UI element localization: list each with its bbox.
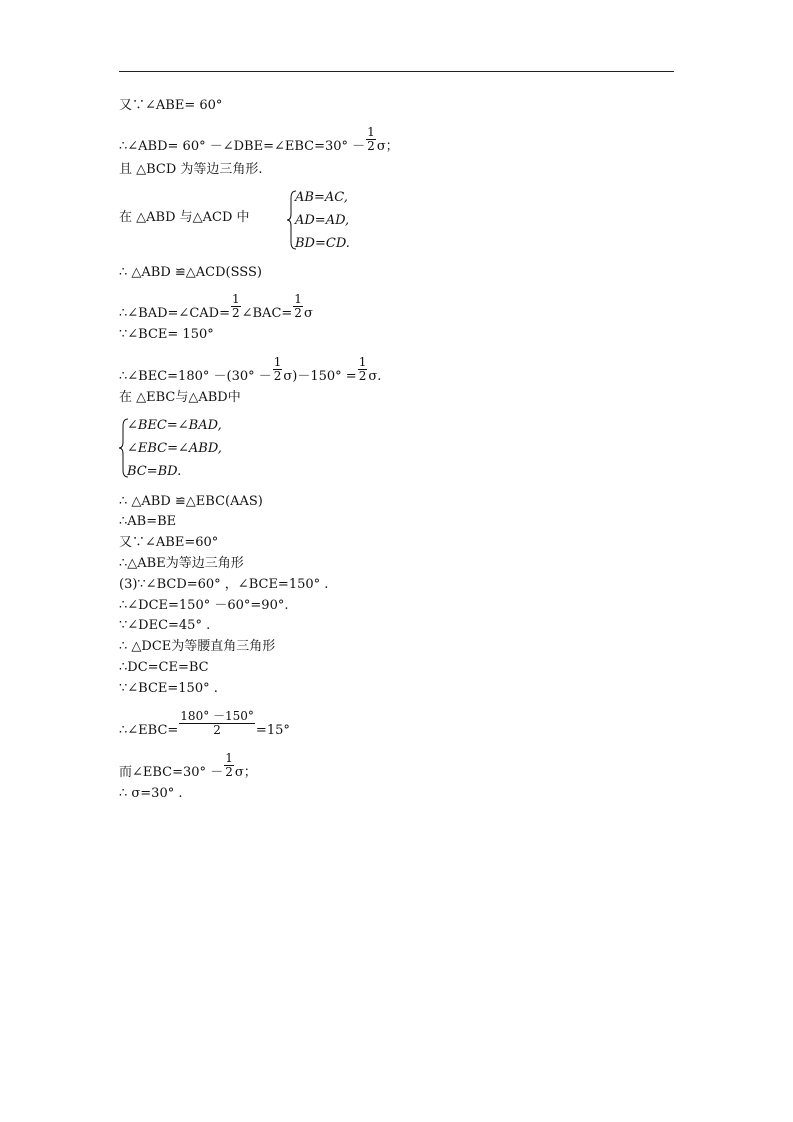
line-congruent-aas: ∴ △ABD ≌△EBC(AAS) (119, 494, 263, 509)
header-rule (119, 71, 674, 72)
line-angle-bce-150: ∵∠BCE=150° . (119, 681, 218, 696)
system-1-eq-3: BD=CD. (295, 236, 350, 251)
line-sigma-result: ∴ σ=30° . (119, 786, 183, 801)
line-congruent-sss: ∴ △ABD ≌△ACD(SSS) (119, 265, 262, 280)
system-1 (287, 188, 407, 252)
line-ab-be: ∴AB=BE (119, 514, 177, 529)
fraction: $\frac{1}{2}$ (273, 355, 282, 383)
line-equilateral-abe: ∴△ABE为等边三角形 (119, 556, 244, 571)
line-angle-ebc-sigma: 而∠EBC=30° － $\frac{1}{2}$ σ； (119, 751, 257, 780)
line-dc-ce-bc: ∴DC=CE=BC (119, 660, 209, 675)
system-2-eq-2: ∠EBC=∠ABD, (127, 441, 222, 456)
line-part-3: (3)∵∠BCD=60° ，∠BCE=150° . (119, 577, 329, 592)
line-angle-bec: ∴∠BEC=180° －(30° － $\frac{1}{2}$ σ)－150° = $\frac{1}{2}$ σ. (119, 355, 382, 384)
line-angle-bce: ∵∠BCE= 150° (119, 327, 214, 342)
fraction: $\frac{1}{2}$ (358, 355, 367, 383)
fraction: $\frac{1}{2}$ (225, 751, 233, 779)
line-angle-dce: ∴∠DCE=150° －60°=90°. (119, 598, 289, 613)
line-compare-abd-acd: 在 △ABD 与△ACD 中 (119, 210, 250, 225)
line-angle-dec: ∵∠DEC=45° . (119, 618, 211, 633)
system-2-eq-1: ∠BEC=∠BAD, (127, 418, 222, 433)
line-angle-abe: 又∵∠ABE= 60° (119, 98, 223, 113)
line-compare-ebc-abd: 在 △EBC与△ABD中 (119, 390, 241, 405)
line-angle-bad: ∴∠BAD=∠CAD= $\frac{1}{2}$ ∠BAC= $\frac{1}{2}$ σ (119, 292, 313, 321)
line-angle-ebc-15: ∴∠EBC= $\frac{180^\circ -150^\circ}{2}$ =15° (119, 709, 290, 738)
system-2 (119, 416, 259, 480)
fraction: $\frac{1}{2}$ (367, 125, 375, 153)
fraction: $\frac{1}{2}$ (231, 292, 240, 320)
line-angle-abd: ∴∠ABD= 60° －∠DBE=∠EBC=30° － $\frac{1}{2}$ σ； (119, 125, 399, 154)
fraction: $\frac{1}{2}$ (294, 292, 302, 320)
system-2-eq-3: BC=BD. (127, 464, 182, 479)
line-isosceles-right: ∴ △DCE为等腰直角三角形 (119, 639, 276, 654)
fraction: $\frac{180^\circ -150^\circ}{2}$ (180, 709, 254, 737)
system-1-eq-2: AD=AD, (295, 213, 350, 228)
system-1-eq-1: AB=AC, (295, 190, 348, 205)
line-equilateral-bcd: 且 △BCD 为等边三角形. (119, 162, 263, 177)
line-angle-abe-60: 又∵∠ABE=60° (119, 535, 219, 550)
